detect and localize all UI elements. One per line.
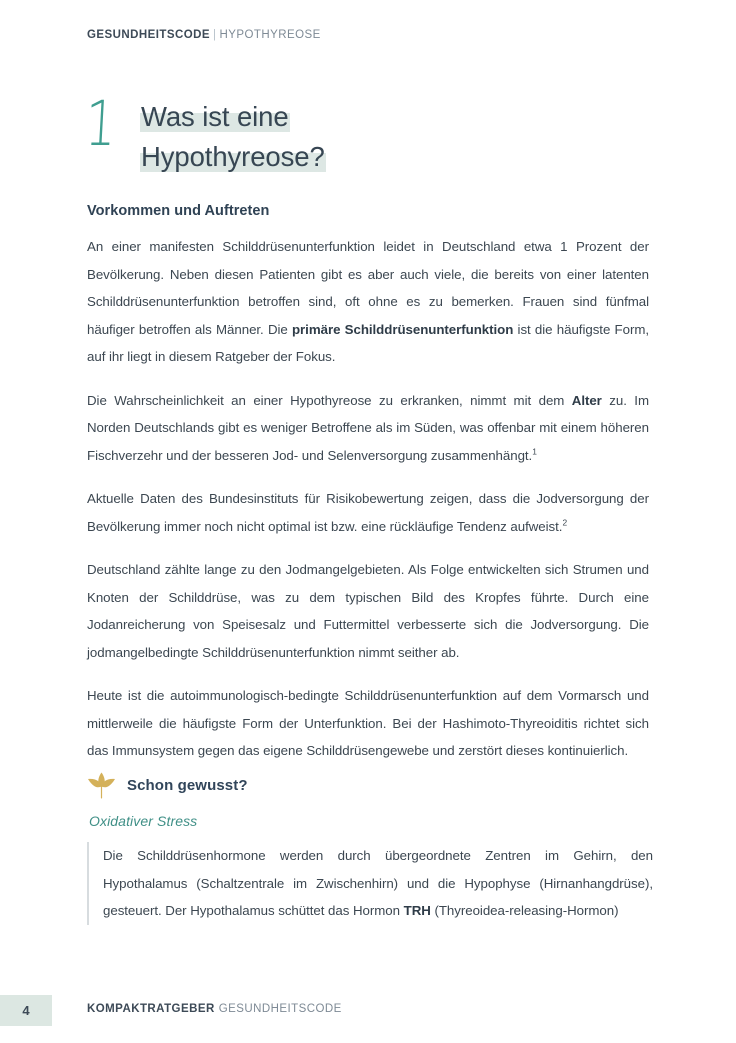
page-number-badge	[0, 995, 52, 1026]
page-number: 4	[22, 1003, 30, 1018]
running-header	[87, 29, 321, 41]
chapter-number: 1	[83, 87, 119, 160]
callout-body	[87, 842, 653, 925]
emphasis-text: Alter	[571, 392, 602, 408]
main-content	[87, 203, 649, 765]
body-paragraph	[87, 233, 649, 371]
body-paragraph	[87, 485, 649, 540]
page-footer	[0, 995, 736, 1029]
footer-brand	[87, 1003, 342, 1015]
callout-paragraph	[103, 842, 653, 925]
did-you-know-callout	[87, 772, 653, 925]
footer-brand-rest: GESUNDHEITSCODE	[218, 1003, 342, 1015]
running-header-separator: |	[213, 29, 217, 41]
text-run: zu. Im Norden Deutschlands gibt es weniger Betroffene als im Süden, was offenbar mit einem höheren Fischverzehr und der besseren Jod- und Selenversorgung zusammenhängt.	[87, 392, 649, 463]
running-header-section: HYPOTHYREOSE	[219, 29, 321, 41]
chapter-title-line-2: Hypothyreose?	[141, 141, 325, 172]
footnote-marker: 1	[532, 446, 537, 457]
emphasis-text: TRH	[403, 903, 431, 918]
callout-title: Schon gewusst?	[127, 777, 248, 794]
sprout-leaf-icon	[87, 772, 116, 799]
text-run: Aktuelle Daten des Bundesinstituts für Risikobewertung zeigen, dass die Jodversorgung der Bevölkerung immer noch nicht optimal ist bzw. eine rückläufige Tendenz aufweist.	[87, 491, 649, 534]
body-paragraph	[87, 682, 649, 765]
body-paragraph	[87, 387, 649, 470]
body-paragraph	[87, 556, 649, 666]
footnote-marker: 2	[562, 517, 568, 528]
text-run: (Thyreoidea-releasing-Hormon)	[430, 903, 619, 918]
running-header-brand: GESUNDHEITSCODE	[87, 29, 211, 41]
text-run: An einer manifesten Schilddrüsenunterfunktion leidet in Deutschland etwa 1 Prozent der Bevölkerung. Neben diesen Patienten gibt es aber auch viele, die bereits von einer latenten Schilddrüsenunterfunktion betroffen sind, oft ohne es zu bemerken. Frauen sind fünfmal häufiger betroffen als Männer. Die	[87, 239, 649, 337]
text-run: Die Wahrscheinlichkeit an einer Hypothyreose zu erkranken, nimmt mit dem	[87, 392, 572, 408]
text-run: Deutschland zählte lange zu den Jodmangelgebieten. Als Folge entwickelten sich Strumen und Knoten der Schilddrüse, was zu dem typischen Bild des Kropfes führte. Durch eine Jodanreicherung von Speisesalz und Futtermittel verbesserte sich die Jodversorgung. Die jodmangelbedingte Schilddrüsenunterfunktion nimmt seither ab.	[87, 562, 649, 660]
text-run: Heute ist die autoimmunologisch-bedingte Schilddrüsenunterfunktion auf dem Vormarsch und mittlerweile die häufigste Form der Unterfunktion. Bei der Hashimoto-Thyreoiditis richtet sich das Immunsystem gegen das eigene Schilddrüsengewebe und zerstört dieses kontinuierlich.	[87, 688, 649, 758]
text-run: ist die häufigste Form, auf ihr liegt in diesem Ratgeber der Fokus.	[87, 321, 649, 364]
callout-header	[87, 772, 653, 799]
callout-subtitle: Oxidativer Stress	[89, 813, 198, 829]
section-subheading: Vorkommen und Auftreten	[87, 203, 270, 219]
chapter-heading	[83, 87, 647, 177]
footer-brand-strong: KOMPAKTRATGEBER	[87, 1003, 215, 1015]
emphasis-text: primäre Schilddrüsenunterfunktion	[291, 321, 514, 337]
page-title	[87, 97, 647, 177]
text-run: Die Schilddrüsenhormone werden durch übergeordnete Zentren im Gehirn, den Hypothalamus (Schaltzentrale im Zwischenhirn) und die Hypophyse (Hirnanhangdrüse), gesteuert. Der Hypothalamus schüttet das Hormon	[103, 848, 653, 918]
chapter-title-line-1: Was ist eine	[141, 101, 289, 132]
